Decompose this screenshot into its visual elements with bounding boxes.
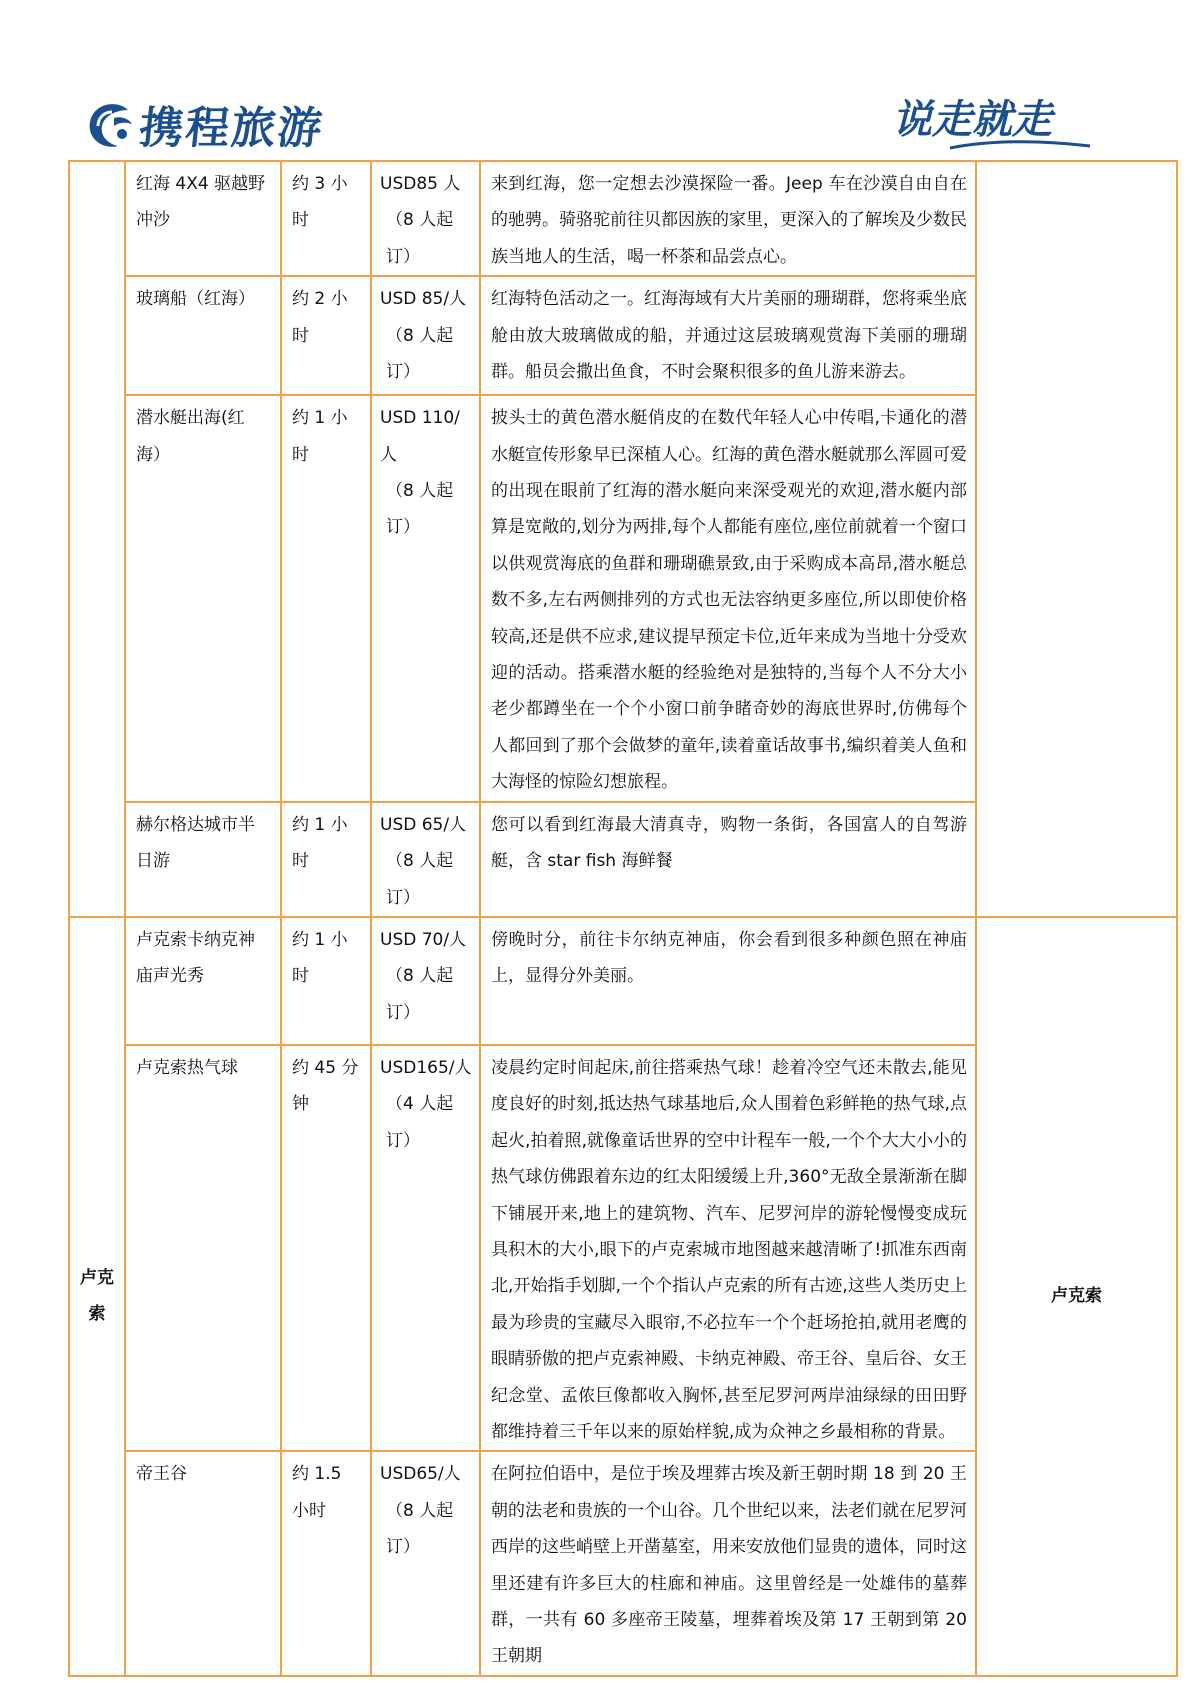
excursion-description: 在阿拉伯语中，是位于埃及埋葬古埃及新王朝时期 18 到 20 王朝的法老和贵族的一个山谷。几个世纪以来，法老们就在尼罗河西岸的这些峭壁上开凿墓室，用来安放他们显贵的遗体，同时这里还建有许多巨大的柱廊和神庙。这里曾经是一处雄伟的墓葬群，一共有 60 多座帝王陵墓，埋葬着埃及第 17 王朝到第 20 王朝期	[480, 1451, 976, 1675]
excursion-description: 来到红海，您一定想去沙漠探险一番。Jeep 车在沙漠自由自在的驰骋。骑骆驼前往贝都因族的家里，更深入的了解埃及少数民族当地人的生活，喝一杯茶和品尝点心。	[480, 161, 976, 276]
price: USD 85/人	[380, 289, 467, 310]
minimum-group-size: （8 人起订）	[386, 481, 454, 538]
excursion-price-cell	[371, 1451, 480, 1675]
table-row	[69, 917, 1177, 1045]
slogan-swoosh-icon	[880, 82, 1100, 162]
slogan-text: 说走就走	[892, 96, 1052, 143]
excursion-duration: 约 1 小时	[281, 917, 371, 1045]
excursion-duration: 约 1.5 小时	[281, 1451, 371, 1675]
excursion-description: 您可以看到红海最大清真寺，购物一条街，各国富人的自驾游艇，含 star fish 海鲜餐	[480, 802, 976, 917]
price: USD65/人	[380, 1464, 461, 1485]
excursion-price-cell	[371, 802, 480, 917]
excursion-price-cell	[371, 395, 480, 801]
price: USD 70/人	[380, 929, 467, 950]
city-cell-right: 卢克索	[976, 917, 1177, 1676]
excursion-duration: 约 1 小时	[281, 802, 371, 917]
minimum-group-size: （4 人起订）	[386, 1094, 454, 1151]
price: USD 110/人	[380, 408, 460, 465]
excursion-name: 卢克索卡纳克神庙声光秀	[125, 917, 281, 1045]
excursion-name: 卢克索热气球	[125, 1045, 281, 1451]
page-header	[0, 0, 1190, 160]
excursion-duration: 约 2 小时	[281, 276, 371, 395]
minimum-group-size: （8 人起订）	[386, 851, 454, 908]
excursion-price-cell	[371, 917, 480, 1045]
minimum-group-size: （8 人起订）	[386, 1500, 454, 1558]
excursion-duration: 约 3 小时	[281, 161, 371, 276]
excursion-price-cell	[371, 161, 480, 276]
price: USD 65/人	[380, 814, 467, 835]
excursion-name: 玻璃船（红海）	[125, 276, 281, 395]
excursion-description: 红海特色活动之一。红海海域有大片美丽的珊瑚群，您将乘坐底舱由放大玻璃做成的船，并通过这层玻璃观赏海下美丽的珊瑚群。船员会撒出鱼食，不时会聚积很多的鱼儿游来游去。	[480, 276, 976, 395]
city-cell: 卢克索	[69, 917, 125, 1676]
excursion-duration: 约 1 小时	[281, 395, 371, 801]
price: USD85 人	[380, 174, 461, 194]
city-cell-right	[976, 161, 1177, 917]
excursion-name: 红海 4X4 驱越野冲沙	[125, 161, 281, 276]
dolphin-logo-icon	[84, 96, 136, 152]
excursion-description: 傍晚时分，前往卡尔纳克神庙，你会看到很多种颜色照在神庙上，显得分外美丽。	[480, 917, 976, 1045]
minimum-group-size: （8 人起订）	[386, 210, 454, 267]
brand-logo	[84, 92, 327, 156]
excursion-price-cell	[371, 276, 480, 395]
minimum-group-size: （8 人起订）	[386, 325, 454, 383]
table-row	[69, 161, 1177, 276]
excursion-duration: 约 45 分钟	[281, 1045, 371, 1451]
excursion-price-cell	[371, 1045, 480, 1451]
excursion-name: 赫尔格达城市半日游	[125, 802, 281, 917]
minimum-group-size: （8 人起订）	[386, 966, 454, 1023]
slogan	[880, 82, 1100, 162]
excursion-name: 帝王谷	[125, 1451, 281, 1675]
city-cell	[69, 161, 125, 917]
excursion-description: 披头士的黄色潜水艇俏皮的在数代年轻人心中传唱,卡通化的潜水艇宣传形象早已深植人心。红海的黄色潜水艇就那么浑圆可爱的出现在眼前了红海的潜水艇向来深受观光的欢迎,潜水艇内部算是宽敞的,划分为两排,每个人都能有座位,座位前就着一个窗口以供观赏海底的鱼群和珊瑚礁景致,由于采购成本高昂,潜水艇总数不多,左右两侧排列的方式也无法容纳更多座位,所以即使价格较高,还是供不应求,建议提早预定卡位,近年来成为当地十分受欢迎的活动。搭乘潜水艇的经验绝对是独特的,当每个人不分大小老少都蹲坐在一个个小窗口前争睹奇妙的海底世界时,仿佛每个人都回到了那个会做梦的童年,读着童话故事书,编织着美人鱼和大海怪的惊险幻想旅程。	[480, 395, 976, 801]
excursion-name: 潜水艇出海(红海）	[125, 395, 281, 801]
excursion-description: 凌晨约定时间起床,前往搭乘热气球！趁着冷空气还未散去,能见度良好的时刻,抵达热气球基地后,众人围着色彩鲜艳的热气球,点起火,拍着照,就像童话世界的空中计程车一般,一个个大大小小的热气球仿佛跟着东边的红太阳缓缓上升,360°无敌全景渐渐在脚下铺展开来,地上的建筑物、汽车、尼罗河岸的游轮慢慢变成玩具积木的大小,眼下的卢克索城市地图越来越清晰了!抓准东西南北,开始指手划脚,一个个指认卢克索的所有古迹,这些人类历史上最为珍贵的宝藏尽入眼帘,不必拉车一个个赶场抢拍,就用老鹰的眼睛骄傲的把卢克索神殿、卡纳克神殿、帝王谷、皇后谷、女王纪念堂、孟侬巨像都收入胸怀,甚至尼罗河两岸油绿绿的田田野都维持着三千年以来的原始样貌,成为众神之乡最相称的背景。	[480, 1045, 976, 1451]
price: USD165/人	[380, 1057, 472, 1078]
excursion-table	[68, 160, 1178, 1677]
brand-name: 携程旅游	[136, 103, 327, 154]
